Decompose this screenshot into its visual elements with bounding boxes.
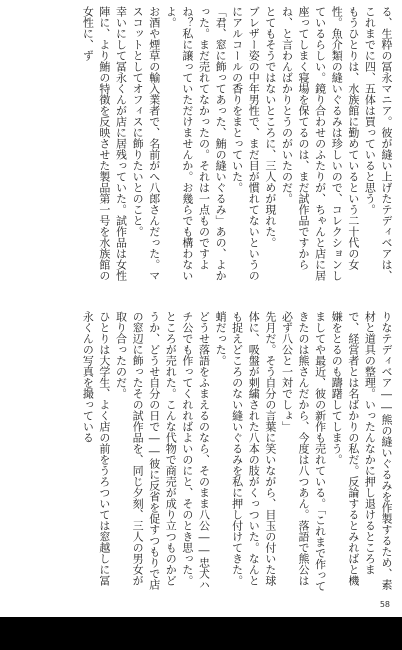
lower-vertical-text: りなテディベア――熊の縫いぐるみを作製するため、素材と道具の整理。いったんなかに押し退けるところまで、経営者とは名ばかりの私だ。反論するとみればと機嫌をとるのも躊躇してしまう。 ましてや最近、彼の新作も売れている。「これまで作ってきたのは熊さんだから、今度は八つあん。落語で熊公は必ず八公と一対でしょ」 先月だ。そう自分の言葉に笑いながら、目玉の付いた球体に、吸盤が刺繍された八本の肢がくっついた。なんとも捉えどころのない縫いぐるみを私に押し付けてきた。 蛸だった。 どうせ落語をふまえるのなら、そのまま八公――忠犬ハチ公でも作ってくれればよいのにと、そのとき思った。 ところが売れた。こんな代物で商売が成り立つものかどうか、どうせ自分の日で――彼に反省を促すつもりで店の窓辺に飾ったその試作品を、同じ夕刻、三人の男女が取り合ったのだ。 ひとりは大学生、よく店の前をうろついては窓越しに冨永くんの写真を撮っている: [81, 311, 393, 592]
lower-text-tier: [8, 311, 394, 596]
upper-text-tier: [8, 6, 394, 291]
bottom-black-bar: [0, 617, 402, 650]
upper-vertical-text: る、生粋の冨永マニア。彼が縫い上げたテディベアは、これまでに四、五体は買っていると思う。 もうひとりは、水族館に勤めているという二十代の女性。魚介類の縫いぐるみは珍しいので、コレクションしているらしい。鏡り合わせのふたりが、ちゃんと店に居座ってしまく寝場を保てるのは、まだ試作品ですからね、と言わんばかりとうのがいたのだ。 とてもそうではないところに、三人めが現れた。 ブレザー姿の中年男性で、まだ目が慣れてないというのにアルコールの香りをまとっていた。 「君、窓に飾ってあった、鮪の縫いぐるみ」あの、よかった。まだ売れてなかったの。それは一点ものですよね？私に譲っていただけませんか。お幾らでも構わないよ。 お酒や煙草の輸入業者で、名前がへ八郎さんだった。マスコットとしてオフィスに飾りたいとのこと。 幸いにして冨永くんが店に居残っていた。試作品は女性陣に、より鮪の特徴を反映させた製品第一号を水族館の女性に、ず: [81, 6, 393, 281]
page-number: 58: [379, 600, 390, 609]
